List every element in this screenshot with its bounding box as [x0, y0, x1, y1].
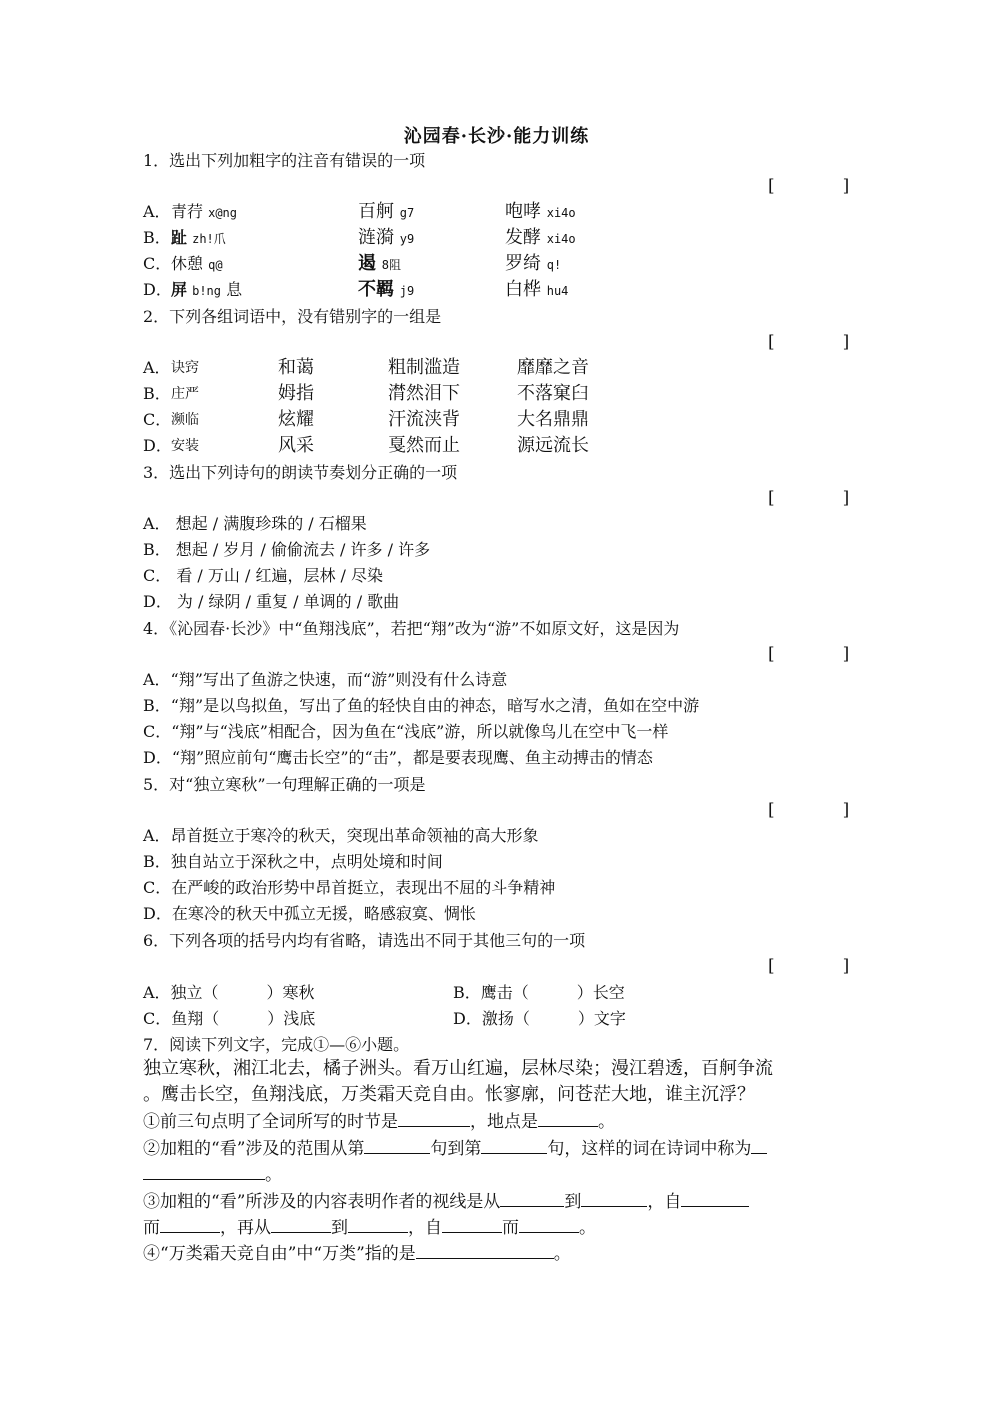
- q7-sub3-blank-8[interactable]: [519, 1214, 579, 1233]
- q7-sub2-blank-from[interactable]: [364, 1135, 430, 1154]
- q2-answer-bracket[interactable]: [ ]: [768, 332, 850, 352]
- q7-sub4: ④“万类霜天竞自由”中“万类”指的是 。: [143, 1240, 848, 1267]
- q4-option-c[interactable]: C．“翔”与“浅底”相配合，因为鱼在“浅底”游，所以就像鸟儿在空中飞一样: [143, 722, 669, 741]
- q7-sub3-blank-4[interactable]: [160, 1214, 220, 1233]
- q6-options-row-1: [143, 982, 625, 1004]
- q3-option-d[interactable]: D． 为 / 绿阴 / 重复 / 单调的 / 歌曲: [143, 592, 400, 611]
- q6-option-a[interactable]: A．独立（ ）寒秋: [143, 983, 315, 1002]
- q7-sub3-blank-5[interactable]: [271, 1214, 331, 1233]
- q7-sub2: ②加粗的“看”涉及的范围从第 句到第 句，这样的词在诗词中称为: [143, 1135, 848, 1162]
- q5-option-b[interactable]: B．独自站立于深秋之中，点明处境和时间: [143, 852, 443, 871]
- q7-sub2-continued: 。: [143, 1161, 848, 1188]
- q1-stem: 1．选出下列加粗字的注音有错误的一项: [143, 151, 426, 170]
- q7-sub3: ③加粗的“看”所涉及的内容表明作者的视线是从 到 ，自: [143, 1188, 848, 1215]
- q7-stem: 7．阅读下列文字，完成①—⑥小题。: [143, 1035, 410, 1054]
- q7-passage-line-1: 独立寒秋，湘江北去，橘子洲头。看万山红遍，层林尽染；漫江碧透，百舸争流: [143, 1058, 773, 1079]
- q7-sub1-blank-season[interactable]: [398, 1108, 470, 1127]
- q3-option-c[interactable]: C． 看 / 万山 / 红遍，层林 / 尽染: [143, 566, 384, 585]
- q7-sub1-blank-place[interactable]: [538, 1108, 598, 1127]
- q7-sub3-blank-6[interactable]: [348, 1214, 408, 1233]
- q4-answer-bracket[interactable]: [ ]: [768, 644, 850, 664]
- q7-sub4-blank[interactable]: [416, 1240, 554, 1259]
- q4-stem: 4．《沁园春·长沙》中“鱼翔浅底”，若把“翔”改为“游”不如原文好，这是因为: [143, 619, 680, 638]
- q5-option-c[interactable]: C．在严峻的政治形势中昂首挺立，表现出不屈的斗争精神: [143, 878, 556, 897]
- q3-option-b[interactable]: B． 想起 / 岁月 / 偷偷流去 / 许多 / 许多: [143, 540, 431, 559]
- q7-sub1: ①前三句点明了全词所写的时节是 ，地点是 。: [143, 1108, 848, 1135]
- q7-sub2-blank-to[interactable]: [481, 1135, 547, 1154]
- q1-option-b[interactable]: B． 趾 zh!爪 涟漪 y9 发酵 xi4o: [143, 227, 576, 248]
- q6-option-b[interactable]: B．鹰击（ ）长空: [453, 983, 625, 1002]
- q2-option-a[interactable]: A． 诀窍 和蔼 粗制滥造 靡靡之音: [143, 357, 589, 378]
- q5-stem: 5．对“独立寒秋”一句理解正确的一项是: [143, 775, 426, 794]
- q6-answer-bracket[interactable]: [ ]: [768, 956, 850, 976]
- q7-sub3-blank-7[interactable]: [442, 1214, 502, 1233]
- q5-option-d[interactable]: D．在寒冷的秋天中孤立无援，略感寂寞、惆怅: [143, 904, 476, 923]
- q1-option-d[interactable]: D． 屏 b!ng 息 不羁 j9 白桦 hu4: [143, 279, 569, 300]
- q7-sub2-blank-term-b[interactable]: [143, 1161, 265, 1180]
- q3-answer-bracket[interactable]: [ ]: [768, 488, 850, 508]
- q5-option-a[interactable]: A．昂首挺立于寒冷的秋天，突现出革命领袖的高大形象: [143, 826, 539, 845]
- q4-option-b[interactable]: B．“翔”是以鸟拟鱼，写出了鱼的轻快自由的神态，暗写水之清，鱼如在空中游: [143, 696, 700, 715]
- q2-option-b[interactable]: B． 庄严 姆指 潸然泪下 不落窠臼: [143, 383, 589, 404]
- q6-stem: 6．下列各项的括号内均有省略，请选出不同于其他三句的一项: [143, 931, 586, 950]
- q6-options-row-2: [143, 1008, 626, 1030]
- q7-sub3-continued: 而 ，再从 到 ，自 而 。: [143, 1214, 848, 1241]
- q1-option-a[interactable]: A． 青荇 x@ng 百舸 g7 咆哮 xi4o: [143, 201, 576, 222]
- page-title: 沁园春·长沙·能力训练: [403, 126, 590, 147]
- q4-option-a[interactable]: A．“翔”写出了鱼游之快速，而“游”则没有什么诗意: [143, 670, 508, 689]
- q3-stem: 3．选出下列诗句的朗读节奏划分正确的一项: [143, 463, 458, 482]
- q7-passage-line-2: 。鹰击长空，鱼翔浅底，万类霜天竞自由。怅寥廓，问苍茫大地，谁主沉浮？: [143, 1084, 755, 1105]
- q7-sub2-blank-term-a[interactable]: [751, 1135, 767, 1154]
- q3-option-a[interactable]: A． 想起 / 满腹珍珠的 / 石榴果: [143, 514, 367, 533]
- q2-option-d[interactable]: D． 安装 风采 戛然而止 源远流长: [143, 435, 589, 456]
- q5-answer-bracket[interactable]: [ ]: [768, 800, 850, 820]
- q1-option-c[interactable]: C． 休憩 q@ 遏 8阻 罗绮 q!: [143, 253, 562, 274]
- q2-stem: 2．下列各组词语中，没有错别字的一组是: [143, 307, 442, 326]
- q7-sub3-blank-3[interactable]: [681, 1188, 749, 1207]
- q7-sub3-blank-2[interactable]: [581, 1188, 647, 1207]
- q6-option-d[interactable]: D．激扬（ ）文字: [453, 1009, 626, 1028]
- q4-option-d[interactable]: D．“翔”照应前句“鹰击长空”的“击”，都是要表现鹰、鱼主动搏击的情态: [143, 748, 653, 767]
- q2-option-c[interactable]: C． 濒临 炫耀 汗流浃背 大名鼎鼎: [143, 409, 589, 430]
- q6-option-c[interactable]: C．鱼翔（ ）浅底: [143, 1009, 316, 1028]
- q7-sub3-blank-1[interactable]: [500, 1188, 564, 1207]
- q1-answer-bracket[interactable]: [ ]: [768, 176, 850, 196]
